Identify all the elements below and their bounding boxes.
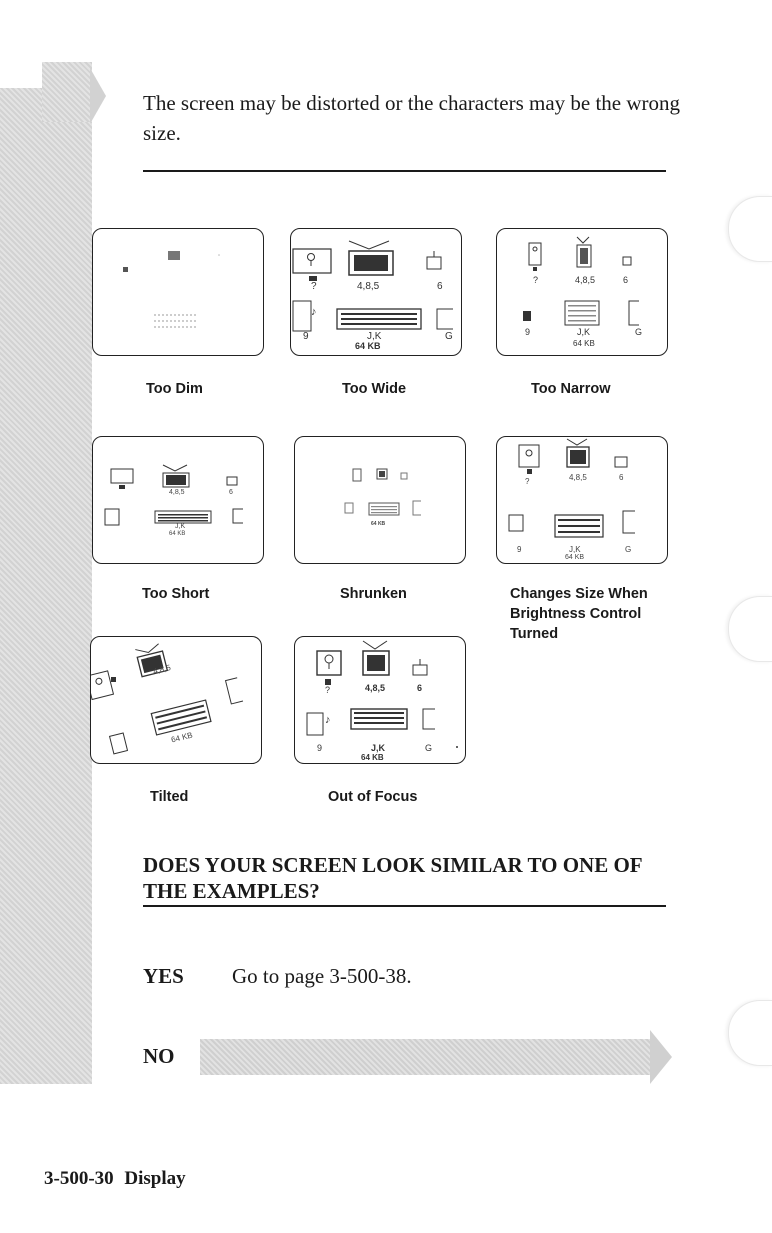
changes-size-digits: 4,8,5 — [569, 473, 587, 482]
yes-label: YES — [143, 964, 184, 988]
panel-too-dim — [92, 228, 264, 356]
binder-hole-middle — [728, 596, 772, 662]
caption-out-of-focus: Out of Focus — [328, 789, 418, 805]
changes-size-question: ? — [525, 477, 530, 486]
question-rule — [143, 905, 666, 907]
out-of-focus-question: ? — [325, 685, 331, 695]
changes-size-letters: J,K — [569, 545, 581, 554]
tilted-pattern — [91, 637, 263, 765]
changes-size-six: 6 — [619, 473, 624, 482]
no-arrow-bar — [200, 1039, 650, 1075]
section-name: Display — [124, 1168, 186, 1189]
out-of-focus-six: 6 — [417, 683, 423, 693]
too-short-pattern — [93, 437, 265, 565]
flow-arrow-bottom — [0, 1040, 92, 1084]
question-heading: DOES YOUR SCREEN LOOK SIMILAR TO ONE OF THE EXAMPLES? — [143, 853, 642, 903]
out-of-focus-g: G — [425, 743, 433, 753]
shrunken-memory: 64 KB — [371, 521, 386, 527]
yes-instruction[interactable]: Go to page 3-500-38. — [232, 964, 412, 988]
panel-out-of-focus — [294, 636, 466, 764]
too-narrow-digits: 4,8,5 — [575, 275, 596, 285]
caption-too-narrow: Too Narrow — [531, 381, 611, 397]
out-of-focus-letters: J,K — [371, 743, 386, 753]
too-narrow-question: ? — [533, 275, 539, 285]
changes-size-memory: 64 KB — [565, 554, 585, 561]
binder-hole-bottom — [728, 1000, 772, 1066]
changes-size-g: G — [625, 545, 632, 554]
intro-text: The screen may be distorted or the characters may be the wrong size. — [143, 91, 681, 145]
too-narrow-letters: J,K — [577, 327, 591, 337]
too-short-digits: 4,8,5 — [169, 489, 185, 496]
too-narrow-memory: 64 KB — [573, 339, 595, 348]
caption-changes-size: Changes Size When Brightness Control Turned — [510, 586, 648, 642]
changes-size-nine: 9 — [517, 545, 522, 554]
caption-too-short: Too Short — [142, 586, 210, 602]
too-wide-nine: 9 — [303, 331, 309, 342]
too-wide-g: G — [445, 331, 453, 342]
flow-arrow-head — [90, 68, 106, 124]
panel-changes-size — [496, 436, 668, 564]
panel-too-wide — [290, 228, 462, 356]
too-wide-question: ? — [311, 281, 317, 292]
svg-text:♪: ♪ — [325, 714, 331, 726]
tilted-digits: 4,8,5 — [152, 662, 172, 677]
panel-too-short — [92, 436, 264, 564]
no-arrow-head — [650, 1030, 672, 1084]
too-short-letters: J,K — [175, 523, 186, 530]
flow-arrow-bar — [0, 88, 92, 1084]
too-wide-letters: J,K — [367, 331, 382, 342]
too-narrow-nine: 9 — [525, 327, 531, 337]
caption-too-dim: Too Dim — [146, 381, 203, 397]
caption-too-wide: Too Wide — [342, 381, 407, 397]
too-short-six: 6 — [229, 489, 233, 496]
tilted-memory: 64 KB — [170, 730, 194, 745]
panel-too-narrow — [496, 228, 668, 356]
binder-hole-top — [728, 196, 772, 262]
too-wide-memory: 64 KB — [355, 341, 381, 351]
too-dim-pattern — [93, 229, 265, 357]
out-of-focus-nine: 9 — [317, 743, 323, 753]
page-footer — [44, 1168, 186, 1190]
panel-shrunken — [294, 436, 466, 564]
out-of-focus-memory: 64 KB — [361, 753, 384, 762]
caption-tilted: Tilted — [150, 789, 189, 805]
shrunken-pattern — [295, 437, 467, 565]
too-narrow-pattern — [497, 229, 669, 357]
no-label: NO — [143, 1044, 175, 1068]
page-number: 3-500-30 — [44, 1168, 114, 1189]
panel-tilted — [90, 636, 262, 764]
flow-arrow-top — [42, 62, 92, 122]
too-narrow-six: 6 — [623, 275, 629, 285]
too-wide-digits: 4,8,5 — [357, 281, 380, 292]
changes-size-pattern — [497, 437, 669, 565]
caption-shrunken: Shrunken — [340, 586, 407, 602]
svg-text:♪: ♪ — [311, 306, 317, 318]
too-wide-six: 6 — [437, 281, 443, 292]
out-of-focus-digits: 4,8,5 — [365, 683, 386, 693]
intro-rule — [143, 170, 666, 172]
too-narrow-g: G — [635, 327, 643, 337]
too-short-memory: 64 KB — [169, 531, 186, 537]
